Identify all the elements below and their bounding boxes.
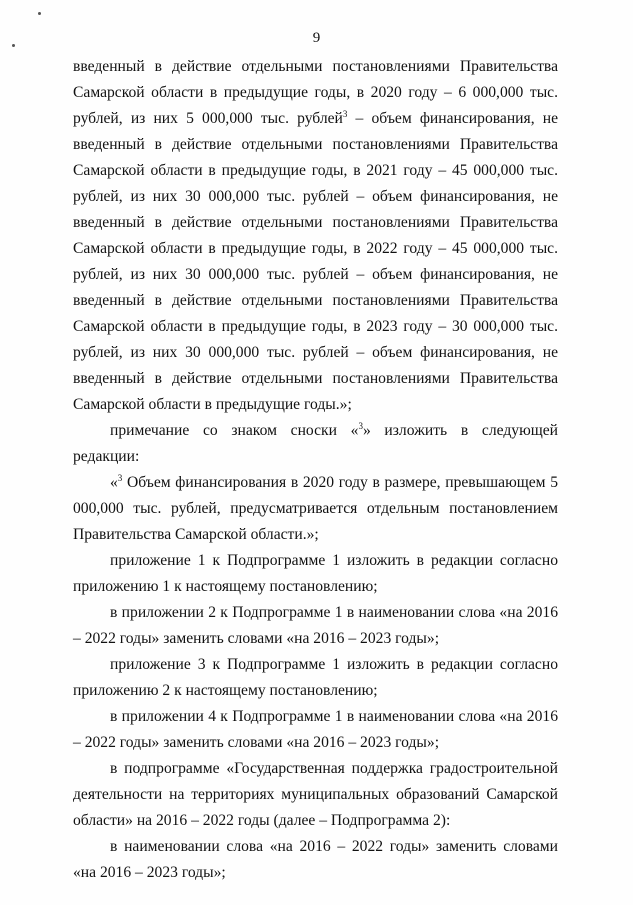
paragraph-p6 — [73, 652, 558, 704]
paragraph-p1 — [73, 54, 558, 418]
paragraph-text: приложение 3 к Подпрограмме 1 изложить в редакции согласно приложению 2 к настоящему постановлению; — [73, 656, 558, 699]
paragraph-text: в подпрограмме «Государственная поддержка градостроительной деятельности на территориях муниципальных образований Самарской области» на 2016 – 2022 годы (далее – Подпрограмма 2): — [73, 760, 558, 829]
paragraph-text: – объем финансирования, не введенный в действие отдельными постановлениями Правительства Самарской области в предыдущие годы, в 2021 году – 45 000,000 тыс. рублей, из них 30 000,000 тыс. рублей – объем финансирования, не введенный в действие отдельными постановлениями Правительства Самарской области в предыдущие годы, в 2022 году – 45 000,000 тыс. рублей, из них 30 000,000 тыс. рублей – объем финансирования, не введенный в действие отдельными постановлениями Правительства Самарской области в предыдущие годы, в 2023 году – 30 000,000 тыс. рублей, из них 30 000,000 тыс. рублей – объем финансирования, не введенный в действие отдельными постановлениями Правительства Самарской области в предыдущие годы.»; — [73, 110, 558, 413]
paragraph-text: Объем финансирования в 2020 году в размере, превышающем 5 000,000 тыс. рублей, предусматривается отдельным постановлением Правительства Самарской области.»; — [73, 474, 558, 543]
document-body — [73, 54, 558, 886]
paragraph-p5 — [73, 600, 558, 652]
paragraph-p8 — [73, 756, 558, 834]
paragraph-text: в приложении 2 к Подпрограмме 1 в наименовании слова «на 2016 – 2022 годы» заменить словами «на 2016 – 2023 годы»; — [73, 604, 558, 647]
page-number: 9 — [312, 30, 321, 46]
scan-speck — [38, 12, 41, 15]
paragraph-text: » изложить в следующей редакции: — [73, 422, 558, 465]
paragraph-text: в приложении 4 к Подпрограмме 1 в наименовании слова «на 2016 – 2022 годы» заменить словами «на 2016 – 2023 годы»; — [73, 708, 558, 751]
paragraph-text: введенный в действие отдельными постановлениями Правительства Самарской области в предыдущие годы, в 2020 году – 6 000,000 тыс. рублей, из них 5 000,000 тыс. рублей — [73, 58, 558, 127]
paragraph-text: приложение 1 к Подпрограмме 1 изложить в редакции согласно приложению 1 к настоящему постановлению; — [73, 552, 558, 595]
paragraph-text: примечание со знаком сноски « — [110, 422, 359, 439]
paragraph-p3 — [73, 470, 558, 548]
paragraph-text: « — [110, 474, 118, 491]
paragraph-p4 — [73, 548, 558, 600]
paragraph-text: в наименовании слова «на 2016 – 2022 годы» заменить словами «на 2016 – 2023 годы»; — [73, 838, 558, 881]
paragraph-p9 — [73, 834, 558, 886]
paragraph-p7 — [73, 704, 558, 756]
footnote-mark: 3 — [117, 473, 123, 483]
paragraph-p2 — [73, 418, 558, 470]
footnote-mark: 3 — [358, 421, 363, 431]
footnote-mark: 3 — [342, 109, 348, 119]
